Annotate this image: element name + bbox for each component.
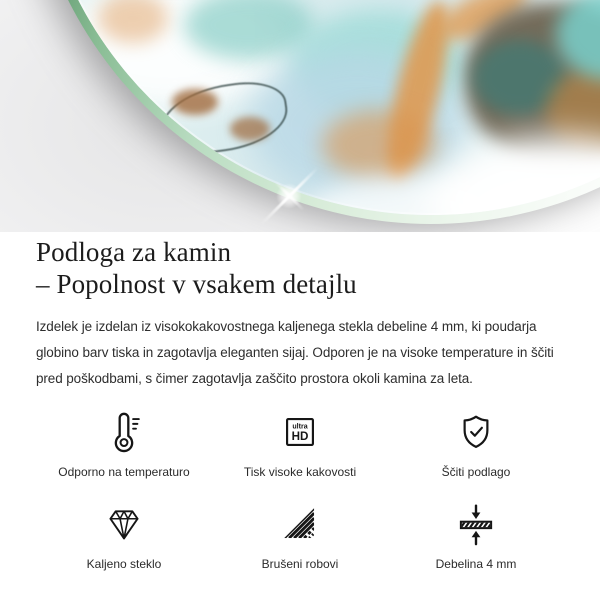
feature-temperature-resistant	[36, 409, 212, 479]
feature-label: Brušeni robovi	[261, 556, 339, 571]
thickness-icon	[454, 501, 498, 547]
feature-label: Debelina 4 mm	[435, 556, 517, 571]
thermometer-icon	[101, 409, 147, 455]
product-description: Izdelek je izdelan iz visokokakovostnega kaljenega stekla debeline 4 mm, ki poudarja globino barv tiska in zagotavlja eleganten sijaj. Odporen je na visoke temperature in ščiti pred poškodbami, s čimer zagotavlja zaščito prostora okoli kamina za leta.	[36, 318, 554, 386]
art-blob-brown	[172, 89, 218, 115]
glass-disc-artwork	[34, 0, 600, 215]
diamond-icon	[103, 501, 145, 547]
product-details-section	[0, 237, 600, 571]
ultra-hd-icon-text-top: ultra	[292, 422, 308, 431]
polished-edges-icon	[280, 501, 320, 547]
feature-thickness	[388, 501, 564, 571]
feature-label: Odporno na temperaturo	[58, 464, 190, 479]
features-grid	[36, 409, 564, 571]
ultra-hd-icon	[280, 409, 320, 455]
page-title	[36, 237, 564, 301]
feature-label: Kaljeno steklo	[86, 556, 162, 571]
feature-label: Tisk visoke kakovosti	[243, 464, 357, 479]
page-title-line2: – Popolnost v vsakem detajlu	[36, 268, 357, 299]
page-title-line1: Podloga za kamin	[36, 237, 232, 267]
feature-tempered-glass	[36, 501, 212, 571]
feature-protects-surface	[388, 409, 564, 479]
feature-print-quality	[212, 409, 388, 479]
feature-label: Ščiti podlago	[441, 464, 511, 479]
art-blob-brown	[230, 117, 270, 141]
ultra-hd-icon-text-bottom: HD	[291, 429, 309, 443]
product-image	[0, 0, 600, 232]
feature-polished-edges	[212, 501, 388, 571]
art-blob-orange-speckle	[322, 110, 437, 180]
shield-check-icon	[455, 409, 497, 455]
